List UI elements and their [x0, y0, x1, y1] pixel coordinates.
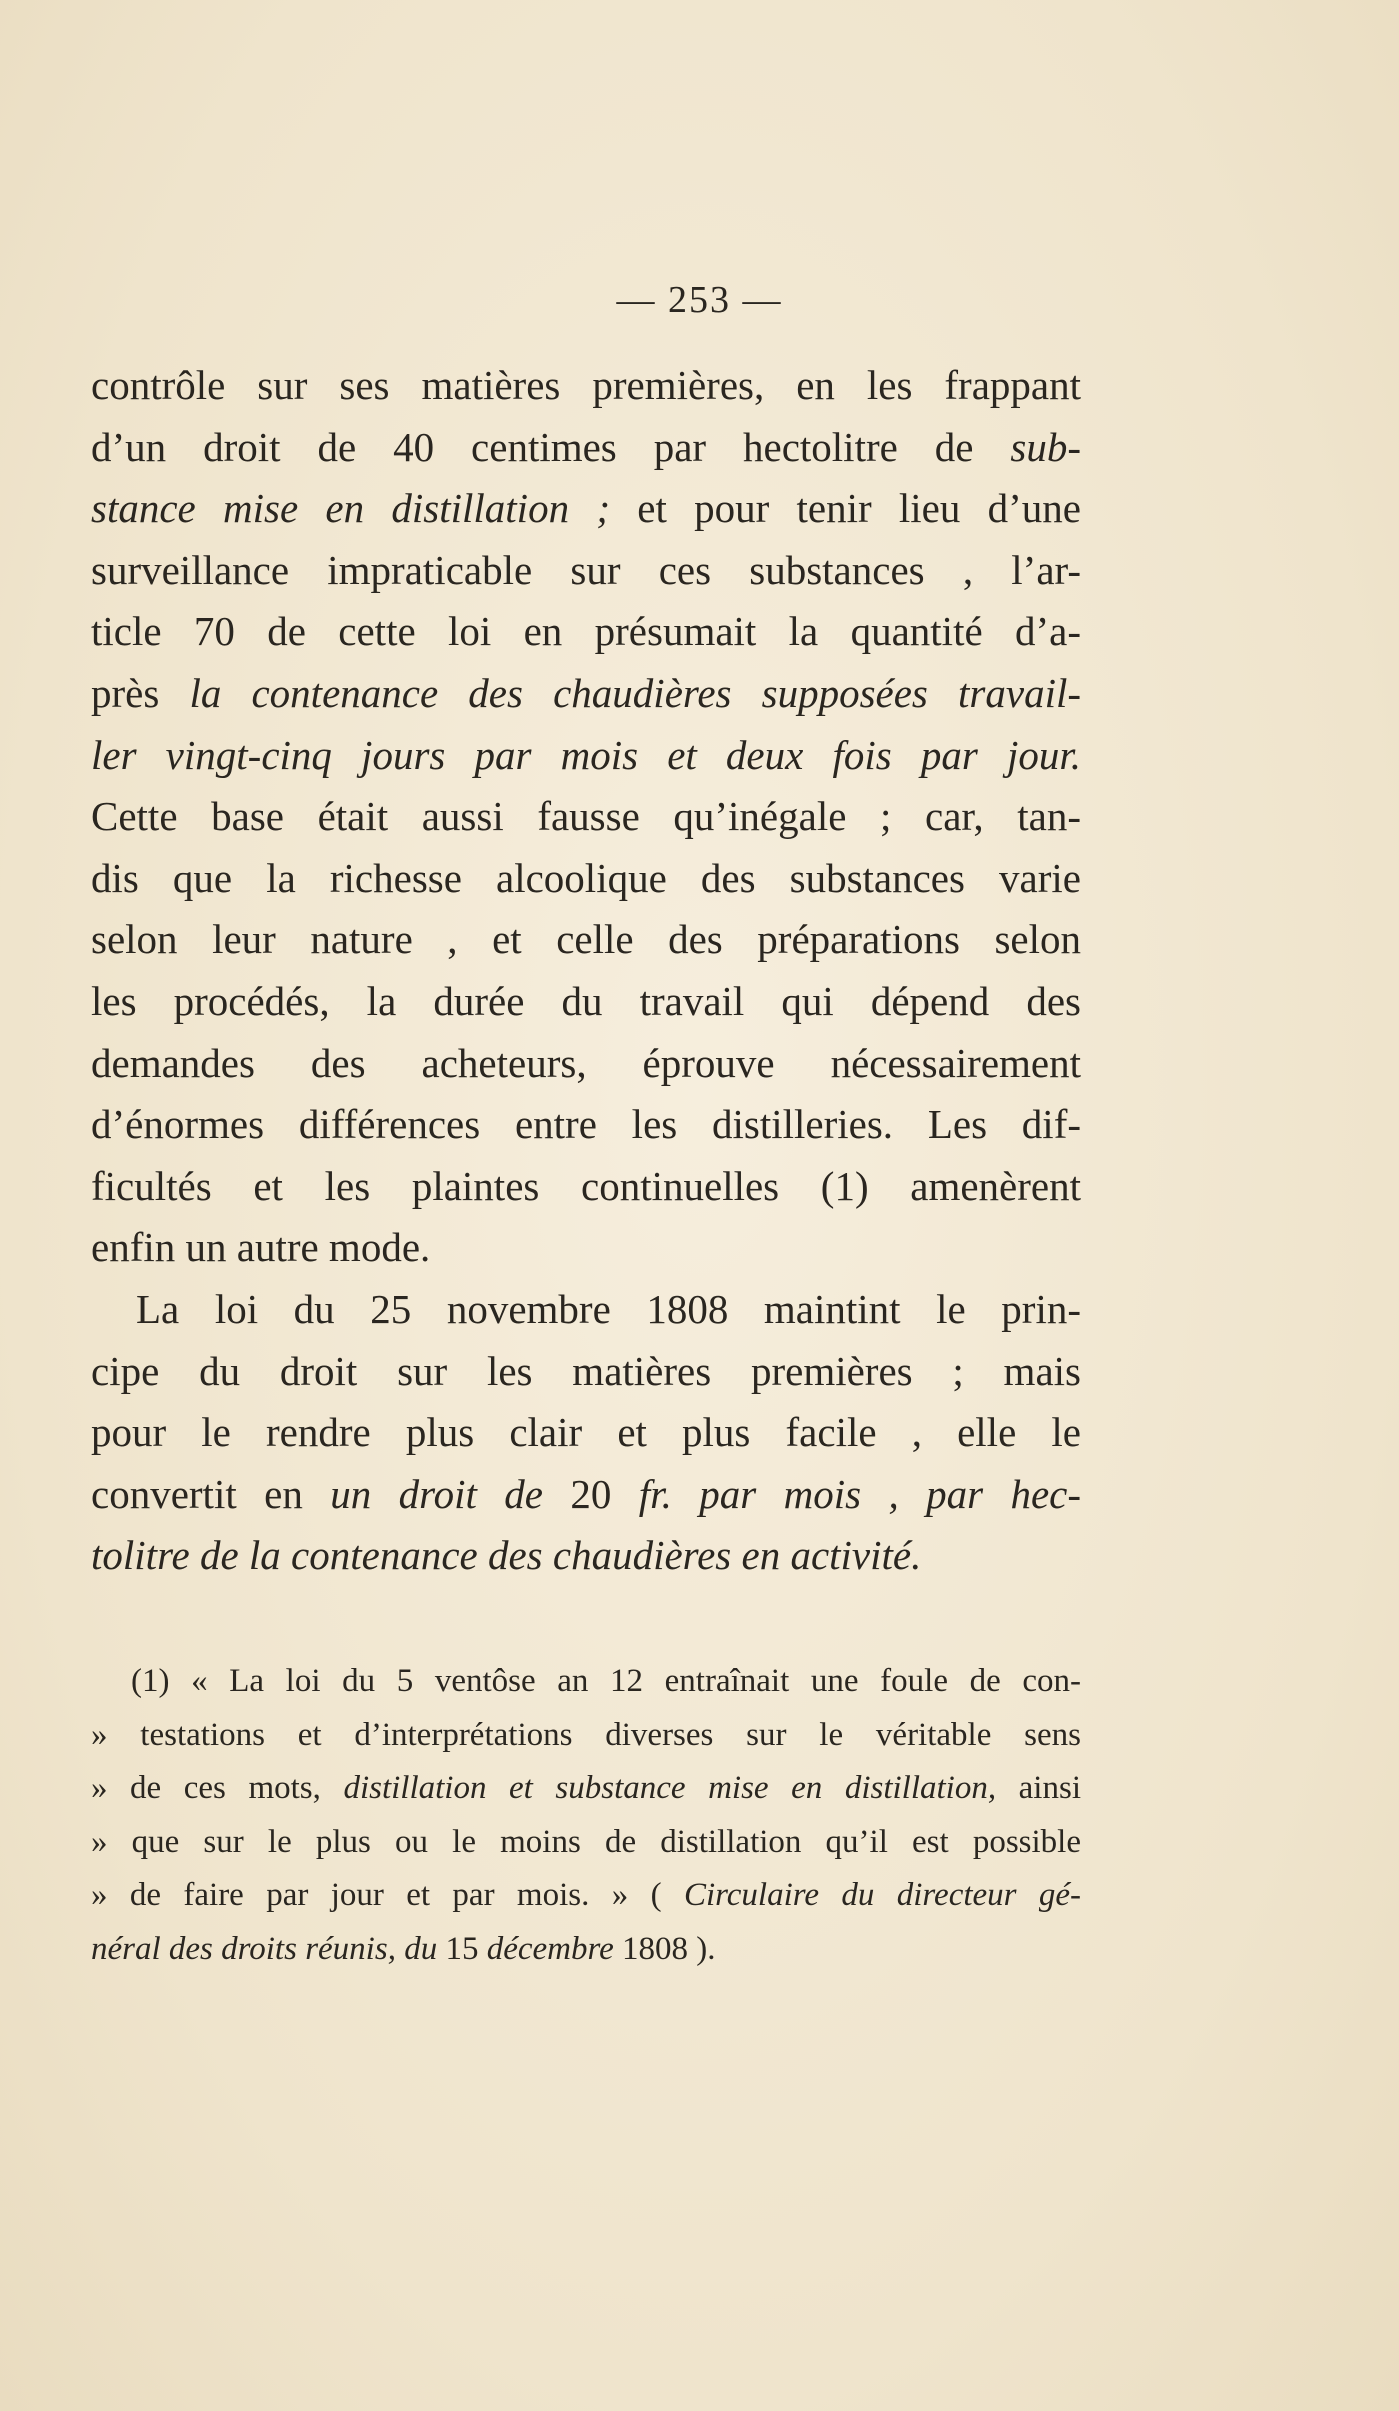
body-line: ficultés et les plaintes continuelles (1) amenèrent [91, 1162, 1081, 1209]
body-line: demandes des acheteurs, éprouve nécessairement [91, 1039, 1081, 1086]
body-line: contrôle sur ses matières premières, en les frappant [91, 362, 1081, 408]
body-line: cipe du droit sur les matières premières ; mais [91, 1347, 1081, 1394]
body-line: près la contenance des chaudières supposées travail- [91, 670, 1081, 716]
body-line: La loi du 25 novembre 1808 maintint le prin- [136, 1286, 1081, 1332]
footnote-line: néral des droits réunis, du 15 décembre 1808 ). [91, 1930, 716, 1967]
body-line: selon leur nature , et celle des préparations selon [91, 916, 1081, 963]
footnote-line: » que sur le plus ou le moins de distillation qu’il est possible [91, 1823, 1081, 1860]
body-line: stance mise en distillation ; et pour tenir lieu d’une [91, 485, 1081, 532]
body-line: enfin un autre mode. [91, 1224, 431, 1271]
body-line: d’un droit de 40 centimes par hectolitre de sub- [91, 423, 1081, 470]
footnote-line: » de faire par jour et par mois. » ( Circulaire du directeur gé- [91, 1877, 1081, 1913]
page-number: — 253 — [616, 279, 783, 321]
footnote-line: » de ces mots, distillation et substance mise en distillation, ainsi [91, 1770, 1081, 1806]
body-line: pour le rendre plus clair et plus facile , elle le [91, 1409, 1081, 1456]
body-line: surveillance impraticable sur ces substances , l’ar- [91, 546, 1081, 593]
body-line: ticle 70 de cette loi en présumait la quantité d’a- [91, 608, 1081, 655]
body-line: dis que la richesse alcoolique des substances varie [91, 854, 1081, 901]
body-line: tolitre de la contenance des chaudières en activité. [91, 1532, 922, 1579]
footnote-line: » testations et d’interprétations diverses sur le véritable sens [91, 1716, 1081, 1753]
body-line: d’énormes différences entre les distilleries. Les dif- [91, 1101, 1081, 1148]
footnote-line: (1) « La loi du 5 ventôse an 12 entraînait une foule de con- [131, 1663, 1081, 1699]
body-line: les procédés, la durée du travail qui dépend des [91, 978, 1081, 1024]
body-line: ler vingt-cinq jours par mois et deux fois par jour. [91, 731, 1081, 778]
body-line: Cette base était aussi fausse qu’inégale ; car, tan- [91, 793, 1081, 840]
body-line: convertit en un droit de 20 fr. par mois , par hec- [91, 1470, 1082, 1517]
